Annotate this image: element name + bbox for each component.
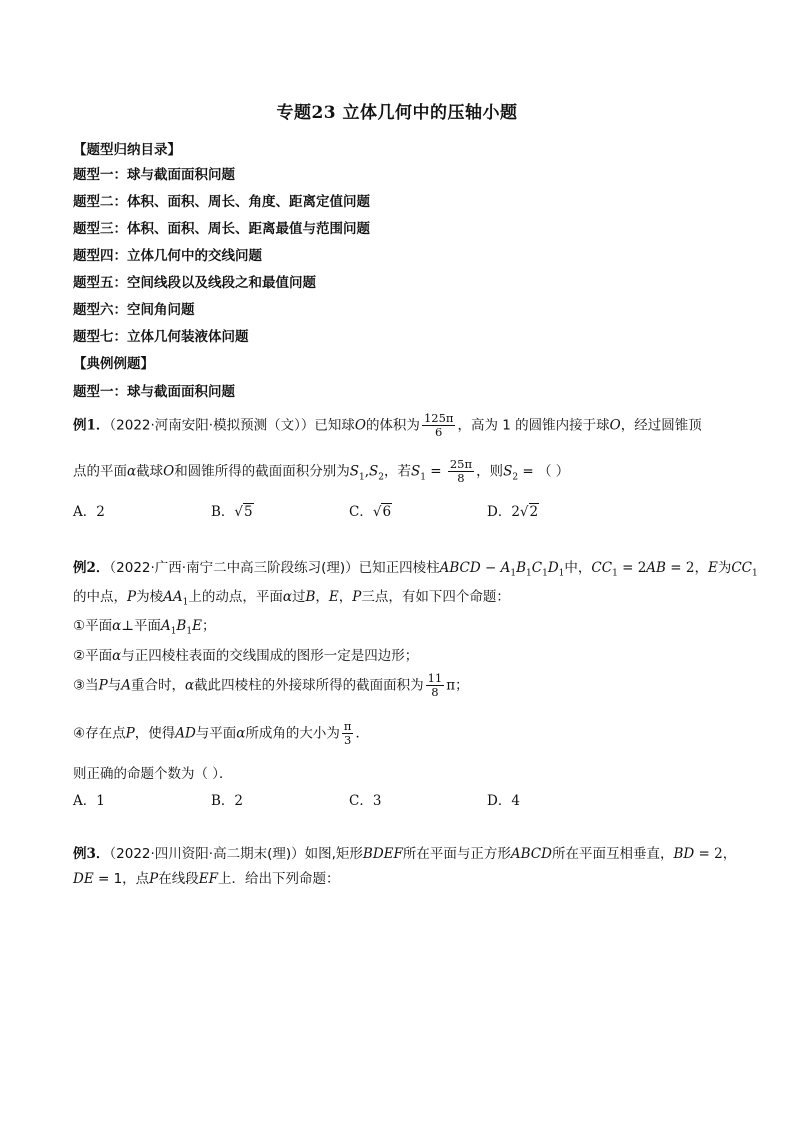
proposition-3: ③当P与A重合时，α截此四棱柱的外接球所得的截面面积为 $\frac{11}{8}$ π；: [73, 671, 469, 700]
example-1-line-2: 点的平面α截球O和圆锥所得的截面面积分别为$S_1,S_2$，若$S_1$ = $\frac{25\pi}{8}$ ，则$S_2$ = （ ）: [73, 457, 570, 486]
option-a: A．2: [73, 504, 105, 520]
proposition-2: ②平面α与正四棱柱表面的交线围成的图形一定是四边形；: [73, 648, 419, 664]
example-3-line-2: DE = 1，点P在线段EF上．给出下列命题：: [73, 871, 340, 887]
example-2-line-2: 的中点，P为棱$AA_1$上的动点，平面α过B，E，P三点，有如下四个命题：: [73, 589, 510, 608]
option-b: B．√5: [211, 504, 253, 520]
fraction: $\frac{125\pi}{6}$: [423, 411, 454, 440]
example-1-line-1: 例1．（2022·河南安阳·模拟预测（文））已知球O的体积为 $\frac{125\pi}{6}$ ，高为 1 的圆锥内接于球O，经过圆锥顶: [73, 411, 702, 440]
fraction: $\frac{25\pi}{8}$: [449, 457, 473, 486]
example-2-question: 则正确的命题个数为（ ）．: [73, 766, 233, 782]
catalog-item: 题型五：空间线段以及线段之和最值问题: [73, 275, 316, 291]
examples-header: 【典例例题】: [73, 356, 154, 372]
catalog-header: 【题型归纳目录】: [73, 142, 181, 158]
option-a: A．1: [73, 793, 105, 809]
catalog-item: 题型七：立体几何装液体问题: [73, 329, 249, 345]
option-d: D．4: [487, 793, 520, 809]
proposition-4: ④存在点P，使得AD与平面α所成角的大小为 $\frac{\pi}{3}$ ．: [73, 719, 369, 748]
example-3-line-1: 例3．（2022·四川资阳·高二期末(理)）如图,矩形BDEF所在平面与正方形ABCD所在平面互相垂直，BD = 2，: [73, 846, 737, 862]
catalog-item: 题型三：体积、面积、周长、距离最值与范围问题: [73, 221, 370, 237]
catalog-item: 题型二：体积、面积、周长、角度、距离定值问题: [73, 194, 370, 210]
fraction: $\frac{11}{8}$: [427, 671, 443, 700]
option-c: C．√6: [349, 504, 392, 520]
catalog-item: 题型四：立体几何中的交线问题: [73, 248, 262, 264]
option-d: D．2√2: [487, 504, 539, 520]
page-title: 专题23 立体几何中的压轴小题: [276, 103, 518, 123]
proposition-1: ①平面α⊥平面$A_1B_1E$；: [73, 618, 216, 637]
catalog-item: 题型一：球与截面面积问题: [73, 167, 235, 183]
example-2-line-1: 例2．（2022·广西·南宁二中高三阶段练习(理)）已知正四棱柱ABCD − $A_1B_1C_1D_1$中，$CC_1 = 2AB = 2$，E为$CC_1$: [73, 560, 758, 579]
catalog-item: 题型六：空间角问题: [73, 302, 195, 318]
option-c: C．3: [349, 793, 382, 809]
fraction: $\frac{\pi}{3}$: [343, 719, 352, 748]
section-heading: 题型一：球与截面面积问题: [73, 384, 235, 400]
option-b: B．2: [211, 793, 244, 809]
